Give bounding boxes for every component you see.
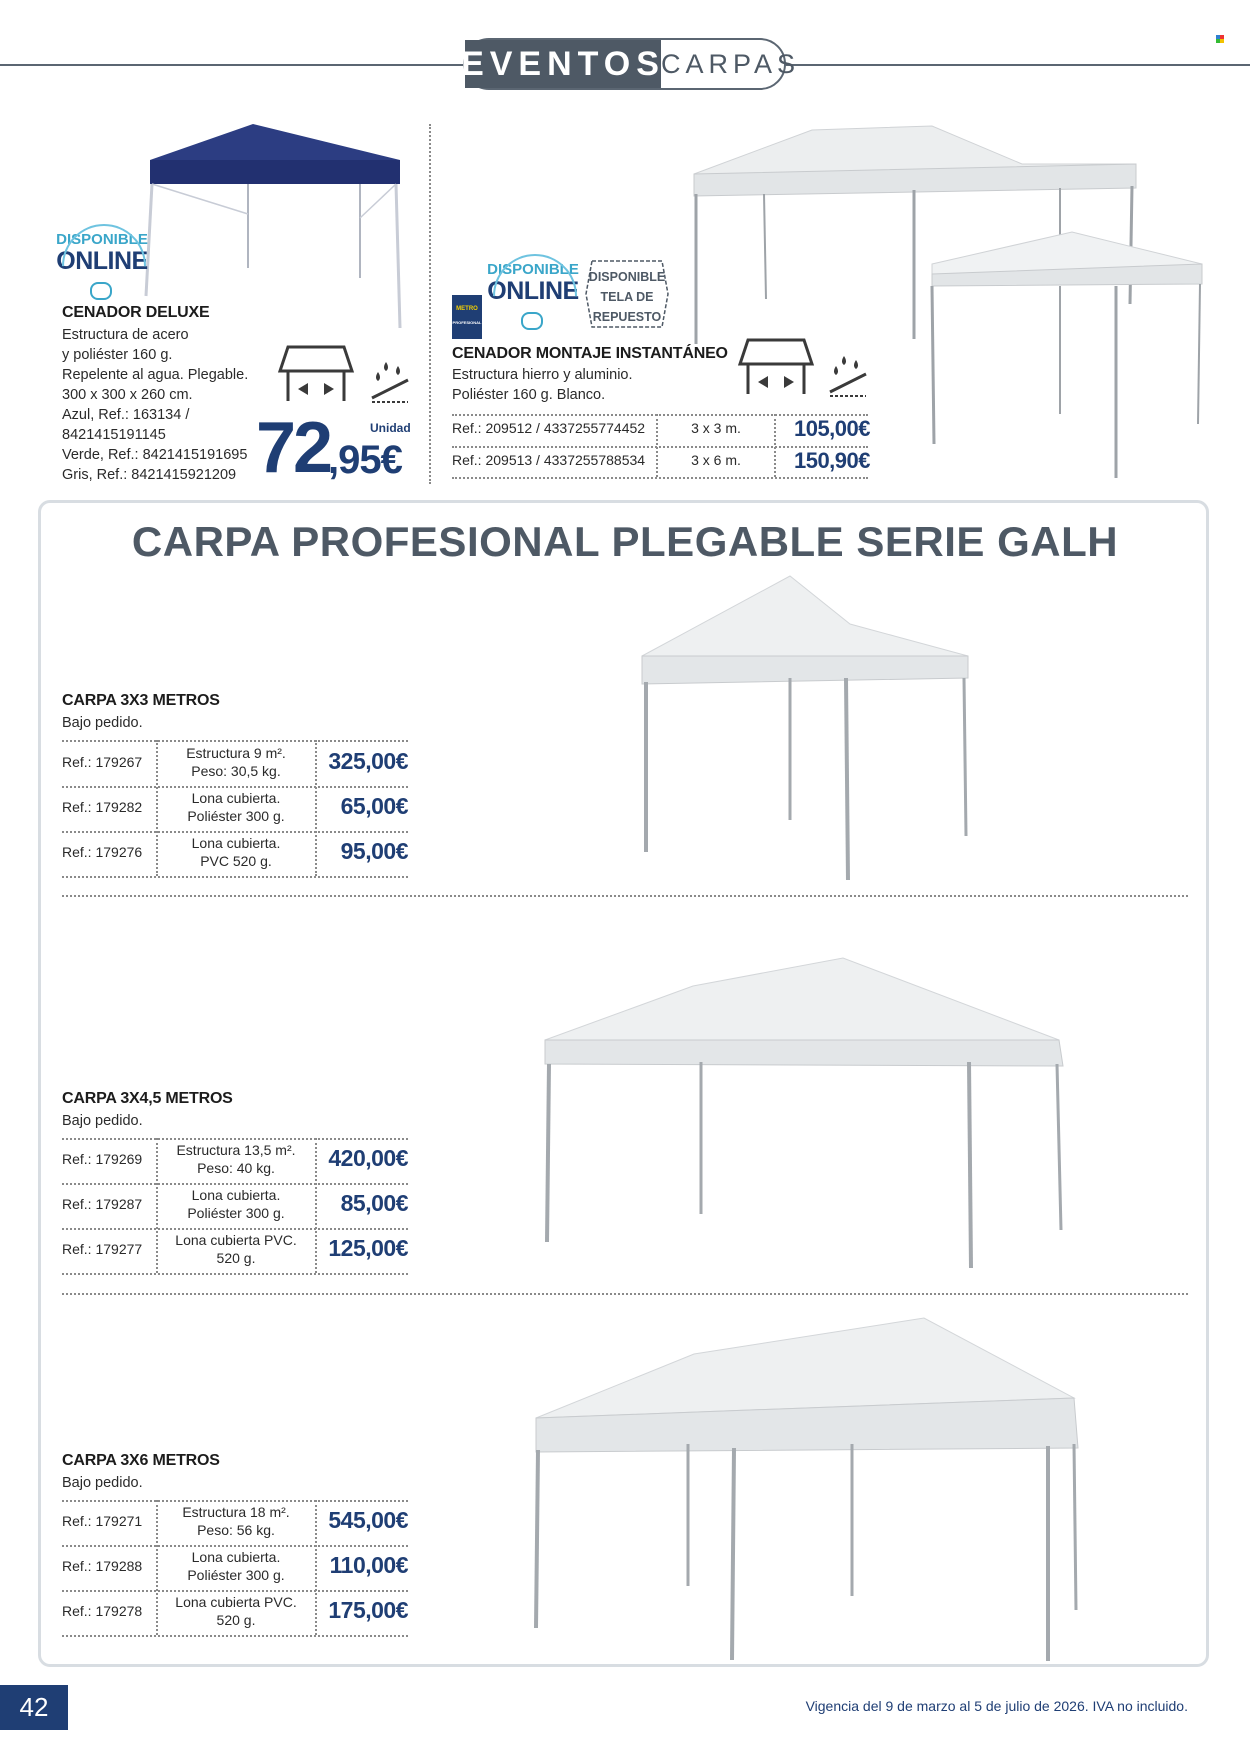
folding-structure-icon	[738, 336, 814, 398]
product-title-instant: CENADOR MONTAJE INSTANTÁNEO	[452, 345, 728, 362]
blue-gazebo-image	[138, 118, 418, 333]
table-row-price: 545,00€	[328, 1507, 408, 1533]
metro-logo-text: METRO	[456, 306, 478, 312]
table-row-price: 125,00€	[328, 1235, 408, 1261]
water-repellent-icon	[368, 358, 412, 404]
table-row-ref: Ref.: 179288	[62, 1558, 143, 1574]
table-col-rule	[774, 414, 776, 477]
table-col-rule	[315, 1500, 317, 1635]
metro-logo-subtext: PROFESIONAL	[452, 320, 482, 325]
folding-structure-icon	[278, 343, 354, 405]
metro-logo	[452, 295, 482, 339]
carpa-3x6-subtitle: Bajo pedido.	[62, 1475, 143, 1491]
table-row-desc: Estructura 18 m². Peso: 56 kg.	[182, 1504, 290, 1538]
table-row-desc: Lona cubierta PVC. 520 g.	[175, 1232, 297, 1266]
table-row-price: 325,00€	[328, 748, 408, 774]
table-col-rule	[315, 1138, 317, 1273]
table-row-price: 175,00€	[328, 1597, 408, 1623]
carpa-3x4-5-title: CARPA 3X4,5 METROS	[62, 1090, 233, 1107]
table-row-desc: Estructura 13,5 m². Peso: 40 kg.	[176, 1142, 296, 1176]
table-row-ref: Ref.: 179271	[62, 1513, 143, 1529]
table-row-price: 420,00€	[328, 1145, 408, 1171]
size-3x6: 3 x 6 m.	[691, 452, 741, 468]
price-3x6: 150,90€	[793, 448, 870, 473]
online-badge-line1: DISPONIBLE	[56, 231, 148, 248]
cursor-icon	[90, 282, 112, 300]
price-integer-deluxe: 72	[256, 408, 331, 488]
table-rule	[62, 1273, 408, 1275]
section-title: CARPA PROFESIONAL PLEGABLE SERIE GALH	[131, 518, 1119, 565]
price-decimal-deluxe: ,95€	[328, 438, 402, 482]
ref-209513: Ref.: 209513 / 4337255788534	[452, 452, 646, 468]
table-rule	[62, 1138, 408, 1140]
ref-209512: Ref.: 209512 / 4337255774452	[452, 420, 646, 436]
table-row-ref: Ref.: 179282	[62, 799, 143, 815]
size-3x3: 3 x 3 m.	[691, 420, 741, 436]
table-rule	[62, 1500, 408, 1502]
table-rule	[62, 876, 408, 878]
table-row-price: 95,00€	[340, 838, 408, 864]
online-badge-1	[56, 232, 148, 312]
table-rule	[62, 1590, 408, 1592]
table-rule	[62, 1635, 408, 1637]
validity-note: Vigencia del 9 de marzo al 5 de julio de 2026. IVA no incluido.	[805, 1698, 1188, 1714]
price-unit-label: Unidad	[370, 421, 411, 435]
cursor-icon	[521, 312, 543, 330]
table-row-ref: Ref.: 179267	[62, 754, 143, 770]
table-rule	[452, 477, 868, 479]
table-col-rule	[656, 414, 658, 477]
table-rule	[62, 1545, 408, 1547]
table-row-desc: Lona cubierta PVC. 520 g.	[175, 1594, 297, 1628]
section-separator	[62, 1293, 1188, 1295]
carpa-3x3-title: CARPA 3X3 METROS	[62, 692, 220, 709]
table-row-price: 110,00€	[329, 1552, 408, 1578]
spare-fabric-badge	[582, 253, 672, 335]
water-repellent-icon	[826, 352, 870, 398]
table-row-desc: Lona cubierta. Poliéster 300 g.	[187, 790, 285, 824]
table-rule	[62, 740, 408, 742]
spare-badge-line2: TELA DE	[600, 290, 654, 304]
spare-badge-line1: DISPONIBLE	[588, 270, 666, 284]
tent-3x6-image	[534, 1316, 1079, 1666]
carpa-3x6-title: CARPA 3X6 METROS	[62, 1452, 220, 1469]
online-badge-line2: ONLINE	[487, 277, 579, 305]
table-rule	[62, 1183, 408, 1185]
product-title-deluxe: CENADOR DELUXE	[62, 304, 210, 321]
table-row-ref: Ref.: 179277	[62, 1241, 143, 1257]
table-row-ref: Ref.: 179278	[62, 1603, 143, 1619]
table-rule	[62, 786, 408, 788]
section-label: EVENTOS	[465, 40, 661, 88]
corner-marker-icon	[1216, 35, 1224, 43]
product-description-instant: Estructura hierro y aluminio. Poliéster 160 g. Blanco.	[452, 367, 633, 403]
carpa-3x4-5-subtitle: Bajo pedido.	[62, 1113, 143, 1129]
table-row-desc: Lona cubierta. Poliéster 300 g.	[187, 1549, 285, 1583]
table-row-ref: Ref.: 179276	[62, 844, 143, 860]
online-badge-line2: ONLINE	[56, 247, 148, 275]
carpa-3x3-subtitle: Bajo pedido.	[62, 715, 143, 731]
table-row-desc: Lona cubierta. PVC 520 g.	[191, 835, 281, 869]
header-rule-left	[0, 64, 465, 66]
table-rule	[62, 831, 408, 833]
table-row-desc: Lona cubierta. Poliéster 300 g.	[187, 1187, 285, 1221]
online-badge-2	[487, 262, 579, 342]
tent-3x3-image	[640, 574, 970, 884]
price-3x3: 105,00€	[793, 416, 870, 441]
header-rule-right	[785, 64, 1250, 66]
online-badge-line1: DISPONIBLE	[487, 261, 579, 278]
table-rule	[62, 1228, 408, 1230]
product-description-deluxe: Estructura de acero y poliéster 160 g. Repelente al agua. Plegable. 300 x 300 x 260 cm. Azul, Ref.: 163134 / 8421415191145 Verde, Ref.: 8421415191695 Gris, Ref.: 8421415921209	[62, 327, 249, 483]
table-row-ref: Ref.: 179269	[62, 1151, 143, 1167]
table-row-price: 85,00€	[340, 1190, 408, 1216]
page-number: 42	[0, 1685, 68, 1730]
table-col-rule	[315, 740, 317, 876]
spare-badge-line3: REPUESTO	[592, 310, 662, 324]
subsection-label: CARPAS	[661, 48, 801, 79]
table-row-price: 65,00€	[340, 793, 408, 819]
section-separator	[62, 895, 1188, 897]
column-divider	[429, 124, 431, 484]
tent-3x4-5-image	[543, 956, 1063, 1271]
table-row-desc: Estructura 9 m². Peso: 30,5 kg.	[186, 745, 286, 779]
table-row-ref: Ref.: 179287	[62, 1196, 143, 1212]
section-header	[461, 38, 801, 90]
